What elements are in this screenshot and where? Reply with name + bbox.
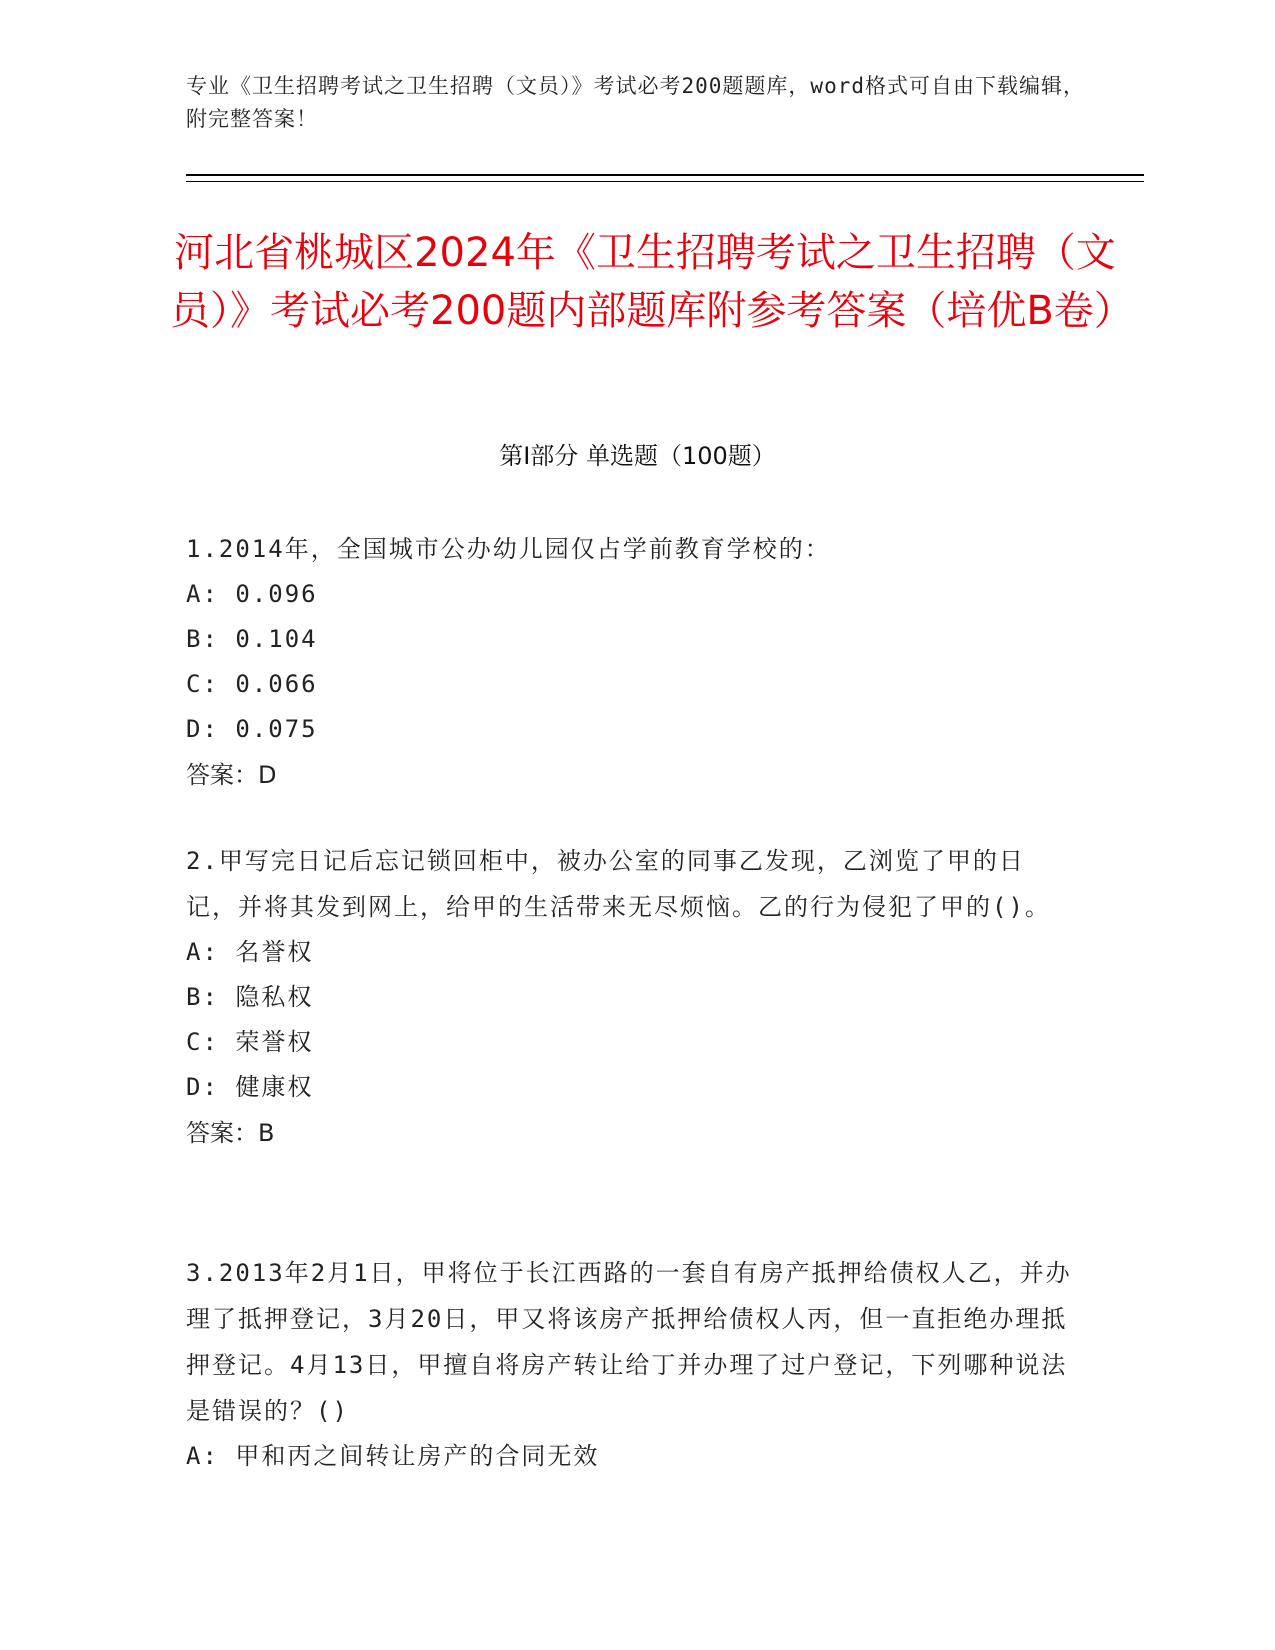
answer: 答案：B	[186, 1119, 275, 1147]
option-d: D: 0.075	[186, 715, 318, 743]
question-stem: 2.甲写完日记后忘记锁回柜中，被办公室的同事乙发现，乙浏览了甲的日记，并将其发到网上，给甲的生活带来无尽烦恼。乙的行为侵犯了甲的()。	[186, 847, 1051, 921]
header-note: 专业《卫生招聘考试之卫生招聘（文员）》考试必考200题题库，word格式可自由下载编辑，附完整答案！	[186, 74, 1085, 131]
option-b: B: 隐私权	[186, 983, 314, 1011]
header-rule-thick	[186, 174, 1144, 176]
question-stem: 3.2013年2月1日，甲将位于长江西路的一套自有房产抵押给债权人乙，并办理了抵押登记，3月20日，甲又将该房产抵押给债权人丙，但一直拒绝办理抵押登记。4月13日，甲擅自将房产转让给丁并办理了过户登记，下列哪种说法是错误的？()	[186, 1259, 1072, 1425]
document-title: 河北省桃城区2024年《卫生招聘考试之卫生招聘（文员）》考试必考200题内部题库附参考答案（培优B卷）	[170, 230, 1134, 334]
question-stem: 1.2014年，全国城市公办幼儿园仅占学前教育学校的：	[186, 535, 831, 563]
header-rule-thin	[186, 181, 1144, 182]
option-a: A: 名誉权	[186, 938, 314, 966]
option-c: C: 0.066	[186, 670, 318, 698]
answer: 答案：D	[186, 761, 277, 789]
option-d: D: 健康权	[186, 1073, 314, 1101]
question-1	[186, 526, 1076, 798]
option-a: A: 甲和丙之间转让房产的合同无效	[186, 1442, 600, 1470]
option-b: B: 0.104	[186, 625, 318, 653]
section-title: 第Ⅰ部分 单选题（100题）	[499, 442, 776, 470]
question-3	[186, 1250, 1076, 1479]
question-2	[186, 838, 1076, 1156]
option-a: A: 0.096	[186, 580, 318, 608]
option-c: C: 荣誉权	[186, 1028, 314, 1056]
